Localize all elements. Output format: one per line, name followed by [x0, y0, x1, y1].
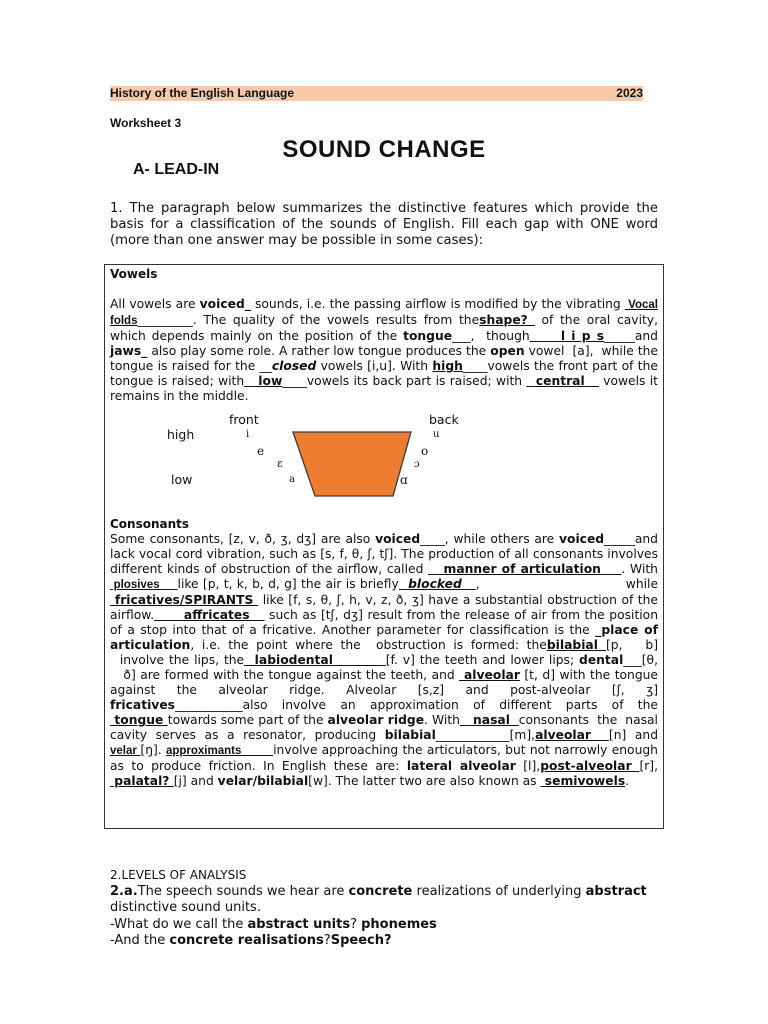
vowel-trapezium [290, 431, 415, 499]
question-2: -And the concrete realisations?Speech? [110, 933, 392, 948]
question-1: -What do we call the abstract units? phonemes [110, 916, 437, 932]
vowels-heading: Vowels [110, 267, 158, 281]
page-title: SOUND CHANGE [282, 136, 486, 163]
section-2 [110, 867, 670, 950]
vowel-symbol-e: e [257, 444, 265, 458]
vowel-symbol-a: a [289, 474, 295, 485]
vowel-symbol-open-o: ɔ [414, 459, 420, 470]
vowel-symbol-u: u [433, 429, 440, 440]
course-title: History of the English Language [110, 86, 295, 100]
vowel-symbol-open-e: ɛ [277, 457, 283, 470]
section-2a-text: 2.a.The speech sounds we hear are concrete realizations of underlying abstract distinctive sound units. [110, 883, 647, 915]
section-2-heading: 2.LEVELS OF ANALYSIS [110, 868, 247, 882]
consonants-paragraph: Some consonants, [z, v, ð, ʒ, dʒ] are also voiced____, while others are voiced_____and lack vocal cord vibration, such as [s, f, θ, ʃ, tʃ]. The production of all consonants involves different kinds of obstruction of the airflow, called manner of articulation . With plosives like [p, t, k, b, d, g] the air is briefly blocked , while fricatives/SPIRANTS like [f, s, θ, ʃ, h, v, z, ð, ʒ] have a substantial obstruction of the airflow. affricates such as [tʃ, dʒ] result from the release of air from the position of a stop into that of a fricative. Another parameter for classification is the _place of articulation, i.e. the point where the obstruction is formed: thebilabial [p, b] involve the lips, the labiodental [f. v] the teeth and lower lips; dental___[θ, ð] are formed with the tongue against the teeth, and alveolar [t, d] with the tongue against the alveolar ridge. Alveolar [s,z] and post-alveolar [ʃ, ʒ] fricatives___________also involve an approximation of different parts of the tongue towards some part of the alveolar ridge. With nasal consonants the nasal cavity serves as a resonator, producing bilabial____________[m],alveolar [n] and velar [ŋ]. approximants involve approaching the articulators, but not narrowly enough as to produce friction. In English these are: lateral alveolar [l],post-alveolar [r], palatal? [j] and velar/bilabial[w]. The latter two are also known as semivowels. [110, 532, 659, 788]
vowel-chart-high: high [167, 427, 195, 442]
vowel-symbol-o: o [421, 444, 429, 458]
consonants-heading: Consonants [110, 517, 190, 531]
vowel-chart-back: back [429, 412, 459, 427]
vowel-chart-low: low [171, 472, 193, 487]
vowels-paragraph: All vowels are voiced_ sounds, i.e. the passing airflow is modified by the vibrating Vocal folds_________. The quality of the vowels results from theshape? of the oral cavity, which depends mainly on the position of the tongue___, though l i p s_____and jaws_ also play some role. A rather low tongue produces the open vowel [a], while the tongue is raised for the __closed vowels [i,u]. With high____vowels the front part of the tongue is raised; with low____vowels its back part is raised; with central vowels it remains in the middle. [110, 297, 658, 403]
vowel-symbol-i: i [246, 429, 250, 440]
vowel-chart-front: front [229, 412, 259, 427]
worksheet-label: Worksheet 3 [110, 116, 182, 130]
year: 2023 [616, 86, 643, 100]
intro-paragraph: 1. The paragraph below summarizes the distinctive features which provide the basis for a classification of the sounds of English. Fill each gap with ONE word (more than one answer may be possible in some cases): [110, 201, 658, 248]
vowel-symbol-script-a: ɑ [400, 473, 408, 487]
section-a-heading: A- LEAD-IN [133, 161, 220, 178]
header-bar [110, 86, 643, 101]
